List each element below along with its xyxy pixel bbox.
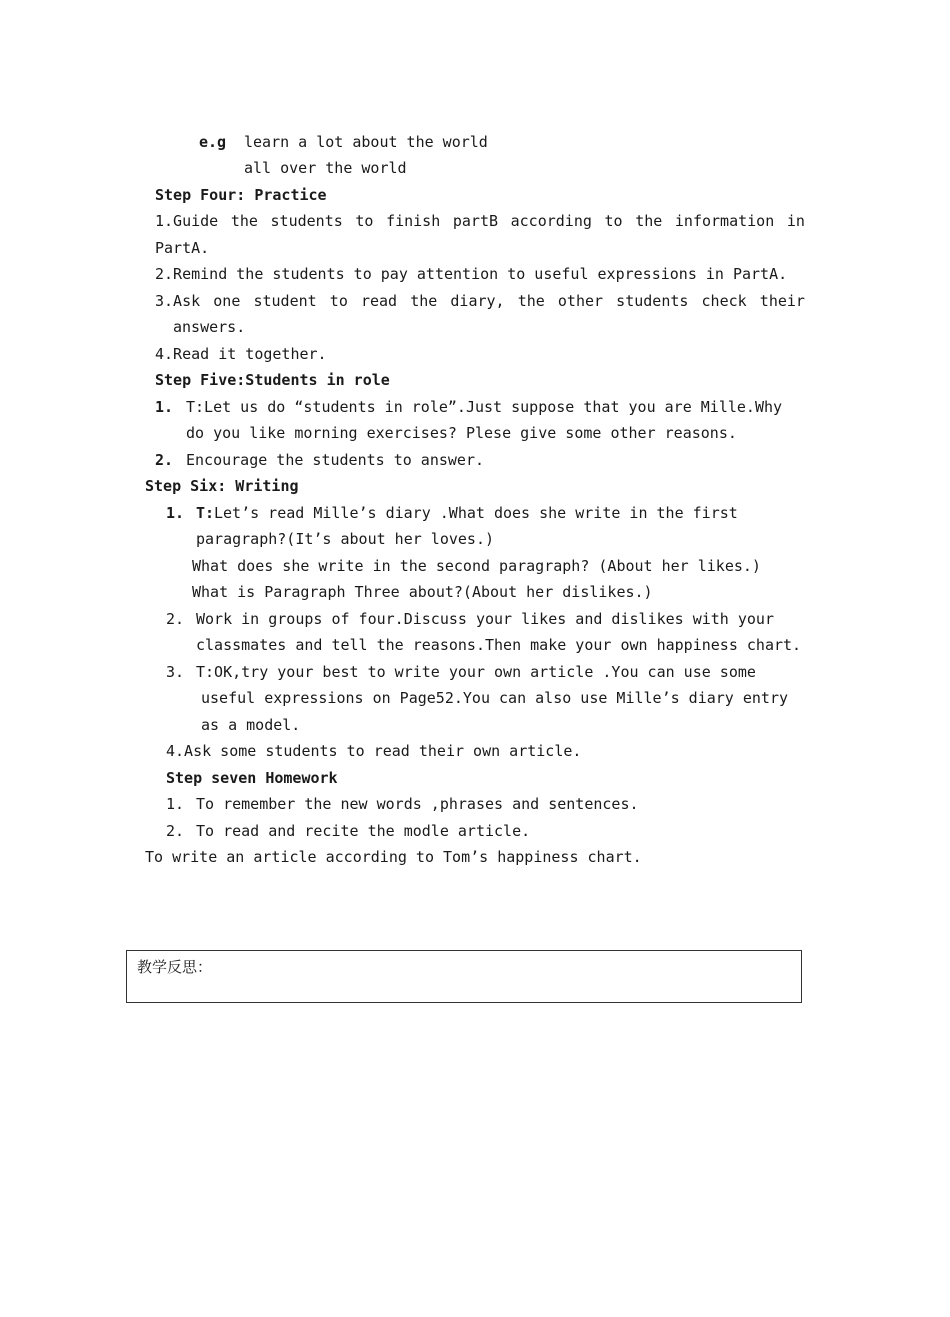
step-six-num-1: 1. [166,504,185,522]
step-six-item-1: Let’s read Mille’s diary .What does she write in the first [214,504,738,522]
step-seven-heading: Step seven Homework [166,769,338,787]
step-six-t-label: T: [196,504,215,522]
step-seven-item-1: To remember the new words ,phrases and sentences. [196,795,639,813]
step-six-item-4: 4.Ask some students to read their own article. [166,742,582,760]
step-six-heading: Step Six: Writing [145,477,299,495]
step-five-heading: Step Five:Students in role [155,371,390,389]
eg-line-1: learn a lot about the world [244,133,488,151]
step-four-item-1-cont: PartA. [155,239,210,257]
step-six-item-3-cont-2: as a model. [201,716,301,734]
step-five-item-2: Encourage the students to answer. [186,451,485,469]
step-six-num-2: 2. [166,610,185,628]
reflection-box [126,950,802,1003]
reflection-label: 教学反思： [137,958,213,976]
step-seven-num-1: 1. [166,795,185,813]
eg-marker: e.g [199,133,227,151]
step-five-num-1: 1. [155,398,174,416]
step-six-item-2-cont: classmates and tell the reasons.Then make your own happiness chart. [196,636,802,654]
step-four-item-3-cont: answers. [173,318,246,336]
step-four-heading: Step Four: Practice [155,186,327,204]
step-six-item-1-cont: paragraph?(It’s about her loves.) [196,530,495,548]
step-four-item-3: 3.Ask one student to read the diary, the other students check their [155,292,805,310]
step-six-item-2: Work in groups of four.Discuss your likes and dislikes with your [196,610,774,628]
step-four-item-2: 2.Remind the students to pay attention to useful expressions in PartA. [155,265,788,283]
step-six-item-3-cont: useful expressions on Page52.You can also use Mille’s diary entry [201,689,788,707]
step-six-item-3: T:OK,try your best to write your own article .You can use some [196,663,756,681]
step-six-item-1-q3: What is Paragraph Three about?(About her dislikes.) [192,583,653,601]
step-five-num-2: 2. [155,451,174,469]
step-five-item-1: T:Let us do “students in role”.Just suppose that you are Mille.Why [186,398,783,416]
eg-line-2: all over the world [244,159,407,177]
step-four-item-4: 4.Read it together. [155,345,327,363]
step-six-num-3: 3. [166,663,185,681]
step-four-item-1: 1.Guide the students to finish partB according to the information in [155,212,805,230]
step-five-item-1-cont: do you like morning exercises? Plese give some other reasons. [186,424,737,442]
step-six-item-1-q2: What does she write in the second paragraph? (About her likes.) [192,557,761,575]
step-seven-item-2: To read and recite the modle article. [196,822,531,840]
step-seven-item-3: To write an article according to Tom’s happiness chart. [145,848,642,866]
step-seven-num-2: 2. [166,822,185,840]
